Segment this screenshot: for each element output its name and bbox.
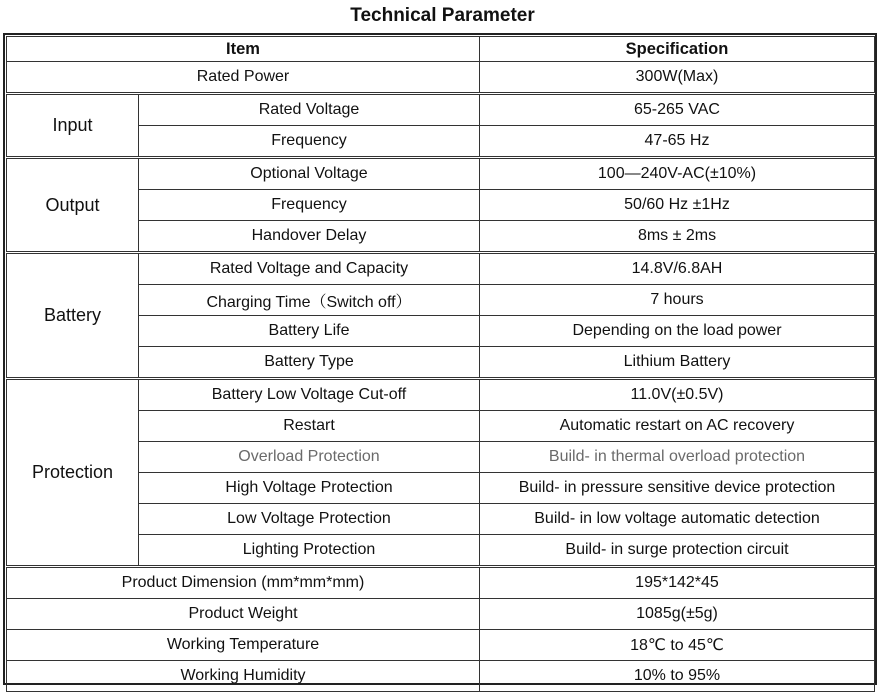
row-label: Lighting Protection	[139, 535, 480, 567]
row-label: Working Temperature	[7, 630, 480, 661]
table-row	[7, 599, 875, 630]
table-header-row	[7, 37, 875, 62]
row-label: Rated Voltage and Capacity	[139, 253, 480, 285]
row-label: Working Humidity	[7, 661, 480, 692]
row-label: Optional Voltage	[139, 158, 480, 190]
row-label: Overload Protection	[139, 442, 480, 473]
page-title: Technical Parameter	[350, 5, 535, 26]
row-value: Build- in thermal overload protection	[480, 442, 875, 473]
table-row	[7, 567, 875, 599]
row-label: Restart	[139, 411, 480, 442]
row-value: Build- in pressure sensitive device protection	[480, 473, 875, 504]
header-specification: Specification	[480, 37, 875, 62]
table-row	[7, 158, 875, 190]
table-row	[7, 630, 875, 661]
group-label-output: Output	[7, 158, 139, 253]
row-value: 10% to 95%	[480, 661, 875, 692]
row-label: Battery Low Voltage Cut-off	[139, 379, 480, 411]
row-label: Low Voltage Protection	[139, 504, 480, 535]
row-label: Rated Voltage	[139, 94, 480, 126]
row-value: Automatic restart on AC recovery	[480, 411, 875, 442]
row-label: Product Dimension (mm*mm*mm)	[7, 567, 480, 599]
group-label-input: Input	[7, 94, 139, 158]
row-value: 100—240V-AC(±10%)	[480, 158, 875, 190]
row-value: Build- in surge protection circuit	[480, 535, 875, 567]
row-label: Rated Power	[7, 62, 480, 94]
row-value: 65-265 VAC	[480, 94, 875, 126]
table-row	[7, 661, 875, 692]
row-label: Frequency	[139, 190, 480, 221]
table-row	[7, 253, 875, 285]
header-item: Item	[7, 37, 480, 62]
spec-table	[6, 36, 875, 692]
row-label: Frequency	[139, 126, 480, 158]
row-value: Lithium Battery	[480, 347, 875, 379]
row-value: 18℃ to 45℃	[480, 630, 875, 661]
row-value: 300W(Max)	[480, 62, 875, 94]
row-label: Product Weight	[7, 599, 480, 630]
row-label: Battery Life	[139, 316, 480, 347]
table-row	[7, 379, 875, 411]
group-label-battery: Battery	[7, 253, 139, 379]
row-value: 7 hours	[480, 285, 875, 316]
row-label: Handover Delay	[139, 221, 480, 253]
row-value: 8ms ± 2ms	[480, 221, 875, 253]
row-value: Depending on the load power	[480, 316, 875, 347]
row-value: 1085g(±5g)	[480, 599, 875, 630]
row-label: High Voltage Protection	[139, 473, 480, 504]
row-value: 50/60 Hz ±1Hz	[480, 190, 875, 221]
row-value: 14.8V/6.8AH	[480, 253, 875, 285]
row-label: Charging Time（Switch off）	[139, 285, 480, 316]
row-value: 195*142*45	[480, 567, 875, 599]
row-label: Battery Type	[139, 347, 480, 379]
group-label-protection: Protection	[7, 379, 139, 567]
row-value: Build- in low voltage automatic detection	[480, 504, 875, 535]
table-row	[7, 62, 875, 94]
row-value: 47-65 Hz	[480, 126, 875, 158]
table-row	[7, 94, 875, 126]
row-value: 11.0V(±0.5V)	[480, 379, 875, 411]
